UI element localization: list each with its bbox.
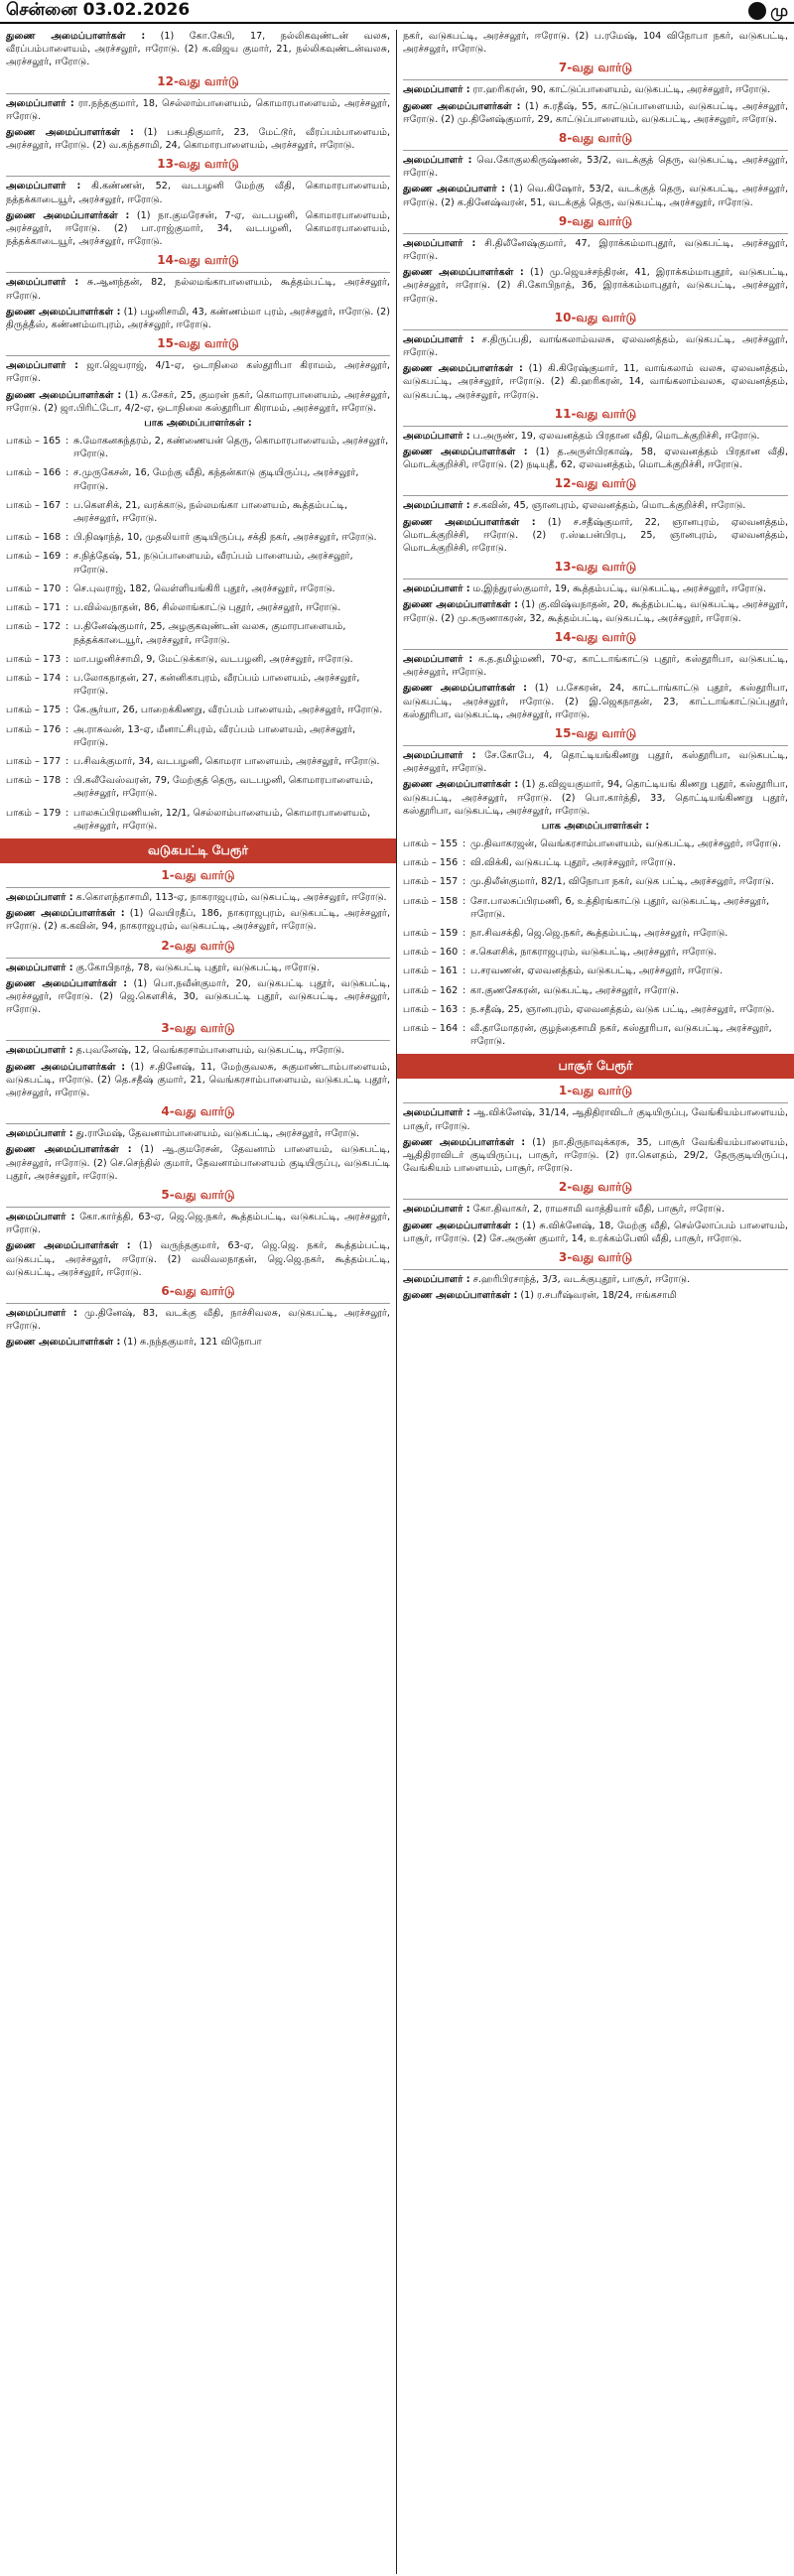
ward-heading: 13-வது வார்டு [554,560,637,575]
paragraph-text: (1) நா.திருநாவுக்கரசு, 35, பாசூர் வேங்கியம்பாளையம், ஆதிதிராவிடர் குடியிருப்பு, பாசூர், ஈரோடு. (2) ரா.கௌதம், 29/2, தேருகுடியிருப்பு, வேங்கியம் பாளையம், பாசூர், ஈரோடு. [403,1136,788,1175]
paragraph-text: (1) பசுபதிகுமார், 23, மேட்டூர், வீரப்பம்பாளையம், அரச்சலூர், ஈரோடு. (2) வ.கந்தசாமி, 24, கொமாரபாளையம், அரச்சலூர், ஈரோடு. [6,127,390,152]
booth-separator: : [463,984,466,996]
paragraph [403,333,788,359]
booth-number: பாகம் – 160 [403,947,459,959]
paragraph [6,209,390,249]
booth-number: பாகம் – 156 [403,857,459,869]
divider [403,150,788,151]
paragraph [6,180,390,205]
divider [6,1207,390,1208]
right-column [397,30,794,2574]
role-label: அமைப்பாளர் : [403,1204,470,1216]
paragraph [6,962,390,974]
role-label: துணை அமைப்பாளர்கள் : [403,599,519,611]
paragraph [403,237,788,263]
booth-number: பாகம் – 172 [6,621,62,633]
paragraph [403,100,788,126]
paragraph-text: (1) சு.நந்தகுமார், 121 விநோபா [120,1337,262,1349]
booth-text: ப.சிவக்குமார், 34, வடபழனி, கொமரா பாளையம், அரச்சலூர், ஈரோடு. [73,755,380,767]
ward-heading: 2-வது வார்டு [161,938,235,953]
ward-heading: 7-வது வார்டு [558,61,633,75]
booth-separator: : [66,653,69,665]
paragraph-text: வெ.கோகுலகிருஷ்ணன், 53/2, வடக்குத் தெரு, வடுகபட்டி, அரச்சலூர், ஈரோடு. [403,155,788,180]
booth-separator: : [463,837,466,849]
role-label: துணை அமைப்பாளர்கள் : [403,267,524,279]
paragraph-text: ம.இந்துரஸ்குமார், 19, கூத்தம்பட்டி, வடுகபட்டி, அரச்சலூர், ஈரோடு. [469,583,767,595]
role-label: அமைப்பாளர் : [6,181,81,193]
role-label: அமைப்பாளர் : [6,360,78,372]
paragraph [6,1211,390,1236]
paragraph [6,1239,390,1279]
role-label: துணை அமைப்பாளர்கள் : [6,1240,131,1252]
paragraph-text: ஜா.ஜெயராஜ், 4/1-ஏ, ஒடாநிலை கஸ்தூரிபா கிராமம், அரச்சலூர், ஈரோடு. [6,360,390,385]
paragraph-text: (1) வெயிரதீப், 186, நாகராஜபுரம், வடுகபட்டி, அரச்சலூர், ஈரோடு. (2) க.கவின், 94, நாகராஜபுரம், வடுகபட்டி, அரச்சலூர், ஈரோடு. [6,908,390,933]
role-label: துணை அமைப்பாளர்கள் : [403,1290,518,1302]
booth-text: ச.நித்தேஷ், 51, நடுப்பாளையம், வீரப்பம் பாளையம், அரச்சலூர், ஈரோடு. [73,551,353,576]
booth-separator: : [66,621,69,633]
paragraph [6,977,390,1017]
paragraph-text: (1) த.விஜயகுமார், 94, தொட்டியங் கிணறு புதூர், கஸ்தூரிபா, வடுகபட்டி, அரச்சலூர், ஈரோடு. (2) பொ.கார்த்தி, 33, தொட்டியங்கிணறு புதூர், கஸ்தூரிபா, வடுகபட்டி, அரச்சலூர், ஈரோடு. [403,779,788,817]
ward-heading: 14-வது வார்டு [554,629,637,644]
booth-separator: : [66,705,69,716]
role-label: துணை அமைப்பாளர்கள் : [403,363,523,375]
booth-separator: : [66,499,69,511]
role-label: துணை அமைப்பாளர் : [403,184,505,195]
booth-number: பாகம் – 161 [403,966,459,977]
role-label: துணை அமைப்பாளர்கள் : [403,447,528,458]
booth-row [6,531,390,544]
booth-separator: : [463,927,466,939]
booth-separator: : [463,895,466,907]
paragraph-text: (1) சு.விக்னேஷ், 18, மேற்கு வீதி, செல்லோப்பம் பாளையம், பாசூர், ஈரோடு. (2) சே.அருண் குமார், 14, உரக்கம்பேஸி வீதி, பாசூர், ஈரோடு. [403,1220,788,1244]
paragraph [6,1307,390,1333]
paragraph [6,30,390,69]
ward-heading: 1-வது வார்டு [161,867,235,882]
ward-heading: 2-வது வார்டு [558,1180,633,1195]
columns [0,24,794,2574]
paragraph-text: (1) ச.தினேஷ், 11, மேற்குவலசு, சுகுமாண்டாம்பாளையம், வடுகபட்டி, ஈரோடு. (2) தெ.சதீஷ் குமார், 21, வெங்கரசாம்பாளையம், வடுகபட்டி புதூர், அரச்சலூர், ஈரோடு. [6,1061,390,1098]
divider [6,355,390,356]
booth-text: மு.திலீன்குமார், 82/1, விநோபா நகர், வடுக பட்டி, அரச்சலூர், ஈரோடு. [470,876,774,888]
booth-text: ப.சரவணன், ஏலவனத்தம், வடுகபட்டி, அரச்சலூர், ஈரோடு. [470,966,724,977]
divider [403,329,788,330]
paragraph [403,682,788,721]
paragraph-text: சு.ஆனந்தன், 82, நல்லமங்காபாளையம், கூத்தம்பட்டி, அரச்சலூர், ஈரோடு. [6,277,390,302]
paragraph [403,1273,788,1286]
divider [403,426,788,427]
paragraph [6,1061,390,1100]
booth-separator: : [66,775,69,787]
role-label: துணை அமைப்பாளர்கள் : [6,1337,121,1349]
emblem-icon [748,2,766,20]
header-masthead-text: மு [770,0,788,20]
role-label: துணை அமைப்பாளர்கள் : [6,1061,126,1073]
divider [6,887,390,888]
booth-text: வீ.தாமோதரன், குழந்தைசாமி நகர், கஸ்தூரிபா, வடுகபட்டி, அரச்சலூர், ஈரோடு. [470,1022,772,1048]
paragraph [403,1136,788,1176]
role-label: அமைப்பாளர் : [6,277,79,289]
booth-row [403,1003,788,1016]
booth-text: மா.பழனிச்சாமி, 9, மேட்டுக்காடு, வடபழனி, அரச்சலூர், ஈரோடு. [73,653,353,665]
paragraph-text: கோ.திவாகர், 2, ராமசாமி வாத்தியார் வீதி, பாசூர், ஈரோடு. [469,1204,726,1216]
paragraph-text: கோ.கார்த்தி, 63-ஏ, ஜெ.ஜெ.நகர், கூத்தம்பட்டி, வடுகபட்டி, அரச்சலூர், ஈரோடு. [6,1211,390,1236]
paragraph-text: (1) ப.சேகரன், 24, காட்டாங்காட்டு புதூர், கஸ்தூரிபா, வடுகபட்டி, அரச்சலூர், ஈரோடு. (2) இ.ஜெகநாதன், 23, காட்டாங்காட்டுப்புதூர், கஸ்தூரிபா, வடுகபட்டி, அரச்சலூர், ஈரோடு. [403,683,788,720]
divider [6,272,390,273]
paragraph [403,499,788,512]
paragraph-text: (1) க.சேகர், 25, குமரன் நகர், கொமாரபாளையம், அரச்சலூர், ஈரோடு. (2) ஜா.பிரிட்டோ, 4/2-ஏ, ஒடாநிலை கஸ்தூரிபா கிராமம், அரச்சலூர், ஈரோடு. [6,389,390,414]
paragraph [403,598,788,624]
role-label: அமைப்பாளர் : [403,583,470,595]
role-label: அமைப்பாளர் : [403,1273,470,1285]
booth-number: பாகம் – 175 [6,705,62,716]
role-label: அமைப்பாளர் : [403,653,473,665]
section-banner: பாசூர் பேரூர் [397,1054,794,1079]
paragraph-text: ரா.ஹரிகரன், 90, காட்டுப்பாளையம், வடுகபட்டி, அரச்சலூர், ஈரோடு. [469,84,771,96]
paragraph [6,1127,390,1140]
booth-separator: : [66,467,69,479]
ward-heading: 14-வது வார்டு [157,253,239,268]
subsection-heading: பாக அமைப்பாளர்கள் : [144,418,252,430]
paragraph-text: கி.கண்ணன், 52, வடபழனி மேற்கு வீதி, கொமாரபாளையம், நத்தக்காடையூர், அரச்சலூர், ஈரோடு. [6,181,390,205]
role-label: துணை அமைப்பாளர்கள் : [6,908,125,920]
paragraph-text: ச.திருப்பதி, வாங்கலாம்வலசு, ஏலவனத்தம், வடுகபட்டி, அரச்சலூர், ஈரோடு. [403,333,788,359]
paragraph [403,749,788,775]
paragraph [6,97,390,123]
booth-row [6,466,390,492]
divider [403,649,788,650]
booth-row [403,946,788,959]
booth-row [403,1022,788,1048]
booth-row [6,601,390,614]
section-banner: வடுகபட்டி பேரூர் [0,838,396,863]
booth-separator: : [66,532,69,544]
paragraph [403,183,788,208]
paragraph [6,306,390,331]
paragraph-text: (1) கி.கிரேஷ்குமார், 11, வாங்கலாம் வலசு, ஏலவனத்தம், வடுகபட்டி, அரச்சலூர், ஈரோடு. (2) கி.ஹரிகரன், 14, வாங்கலாம்வலசு, ஏலவனத்தம், வடுகபட்டி, அரச்சலூர், ஈரோடு. [403,363,788,401]
booth-text: ச.கௌசிக், நாகராஜபுரம், வடுகபட்டி, அரச்சலூர், ஈரோடு. [470,947,718,959]
booth-number: பாகம் – 157 [403,876,459,888]
role-label: அமைப்பாளர் : [403,500,470,512]
role-label: துணை அமைப்பாளர்கள் : [6,1144,132,1156]
role-label: துணை அமைப்பாளர்கள் : [403,779,519,791]
booth-separator: : [463,1003,466,1015]
divider [403,1102,788,1103]
booth-text: பி.கலீவேஸ்வரன், 79, மேற்குத் தெரு, வடபழனி, கொமாரபாளையம், அரச்சலூர், ஈரோடு. [73,775,374,800]
booth-separator: : [463,876,466,888]
role-label: அமைப்பாளர் : [403,237,476,249]
paragraph-text: ச.கவின், 45, ஞானபுரம், ஏலவனத்தம், மொடக்குறிச்சி, ஈரோடு. [469,500,746,512]
booth-text: அ.ராசுவன், 13-ஏ, மீனாட்சிபுரம், வீரப்பம் பாளையம், அரச்சலூர், ஈரோடு. [73,723,356,748]
role-label: துணை அமைப்பாளர்கள் : [6,977,128,989]
booth-number: பாகம் – 168 [6,532,62,544]
role-label: அமைப்பாளர் : [403,749,476,761]
booth-number: பாகம் – 174 [6,672,62,684]
header-date: சென்னை 03.02.2026 [6,0,191,20]
role-label: துணை அமைப்பாளர்கள் : [403,1136,526,1148]
paragraph-text: (1) ர.சபரீஷ்வரன், 18/24, ஈங்கசாமி [517,1290,677,1302]
ward-heading: 12-வது வார்டு [157,73,239,88]
paragraph-text: (1) பழனிசாமி, 43, கண்ணம்மா புரம், அரச்சலூர், ஈரோடு. (2) திருத்தீஸ், கண்ணம்மாபுரம், அரச்சலூர், ஈரோடு. [6,306,390,331]
paragraph [403,154,788,180]
divider [6,1040,390,1041]
booth-number: பாகம் – 166 [6,467,62,479]
booth-separator: : [463,966,466,977]
booth-text: சு.மோகனசுந்தரம், 2, கண்ணையன் தெரு, கொமாரபாளையம், அரச்சலூர், ஈரோடு. [73,436,389,460]
paragraph-text: (1) மு.ஜெயச்சந்திரன், 41, இராக்கம்மாபுதூர், வடுகபட்டி, அரச்சலூர், ஈரோடு. (2) சி.கோபிநாத், 36, இராக்கம்மாபுதூர், வடுகபட்டி, அரச்சலூர், ஈரோடு. [403,267,788,305]
booth-row [6,672,390,698]
ward-heading: 10-வது வார்டு [554,310,637,324]
paragraph-text: (1) ஆ.குமரேசன், தேவனாம் பாளையம், வடுகபட்டி, அரச்சலூர், ஈரோடு. (2) செ.செந்தில் குமார், தேவனாம்பாளையம் குடியிருப்பு, வடுகபட்டி புதூர், அரச்சலூர், ஈரோடு. [6,1144,390,1182]
paragraph-text: (1) ச.சதீஷ்குமார், 22, ஞானபுரம், ஏலவனத்தம், மொடக்குறிச்சி, ஈரோடு. (2) ர.ஸ்டீபன்பிரபு, 25, ஞானபுரம், ஏலவனத்தம், மொடக்குறிச்சி, ஈரோடு. [403,516,789,555]
booth-row [6,435,390,460]
header-masthead [748,1,788,22]
booth-text: ப.கௌசிக், 21, வரக்காடு, நல்லமங்கா பாளையம், கூத்தம்பட்டி, அரச்சலூர், ஈரோடு. [73,499,348,525]
role-label: அமைப்பாளர் : [6,1308,77,1319]
ward-heading: 5-வது வார்டு [161,1187,235,1202]
divider [403,233,788,234]
paragraph [403,778,788,818]
paragraph [403,516,788,556]
booth-text: வி.விக்கி, வடுகபட்டி புதூர், அரச்சலூர், ஈரோடு. [470,857,676,869]
booth-separator: : [463,857,466,869]
ward-heading: 6-வது வார்டு [161,1284,235,1298]
paragraph-text: மு.தினேஷ், 83, வடக்கு வீதி, நாச்சிவலசு, வடுகபட்டி, அரச்சலூர், ஈரோடு. [6,1308,390,1333]
booth-number: பாகம் – 158 [403,895,459,907]
booth-row [403,927,788,940]
paragraph [6,891,390,904]
booth-row [403,984,788,997]
booth-text: ப.வில்வநாதன், 86, சில்லாங்காட்டு புதூர், அரச்சலூர், ஈரோடு. [73,602,341,614]
booth-number: பாகம் – 162 [403,984,459,996]
booth-row [403,965,788,977]
booth-number: பாகம் – 178 [6,775,62,787]
paragraph-text: க.கொளந்தாசாமி, 113-ஏ, நாகராஜபுரம், வடுகபட்டி, அரச்சலூர், ஈரோடு. [72,891,387,903]
booth-separator: : [463,1022,466,1034]
booth-row [6,704,390,716]
role-label: அமைப்பாளர் : [403,84,470,96]
booth-separator: : [66,551,69,563]
paragraph [6,907,390,933]
role-label: அமைப்பாளர் : [6,1211,75,1223]
booth-row [6,755,390,768]
booth-row [6,550,390,576]
booth-number: பாகம் – 159 [403,927,459,939]
paragraph-text: ப.அருண், 19, ஏலவனத்தம் பிரதான வீதி, மொடக்குறிச்சி, ஈரோடு. [469,430,760,442]
booth-row [403,875,788,888]
ward-heading: 9-வது வார்டு [558,213,633,228]
paragraph-text: ஆ.விக்னேஷ், 31/14, ஆதிதிராவிடர் குடியிருப்பு, வேங்கியம்பாளையம், பாசூர், ஈரோடு. [403,1107,788,1132]
role-label: அமைப்பாளர் : [6,97,74,109]
ward-heading: 3-வது வார்டு [558,1249,633,1264]
booth-number: பாகம் – 170 [6,582,62,594]
role-label: துணை அமைப்பாளர்கள் : [6,389,122,401]
paragraph-text: (1) த.அருள்பிரகாஷ், 58, ஏலவனத்தம் பிரதான வீதி, மொடக்குறிச்சி, ஈரோடு. (2) நடியுதீ, 62, ஏலவனத்தம், மொடக்குறிச்சி, ஈரோடு. [403,447,788,471]
booth-separator: : [66,582,69,594]
ward-heading: 3-வது வார்டு [161,1021,235,1036]
role-label: துணை அமைப்பாளர்கள் : [6,127,134,139]
booth-text: ப.லோகநாதன், 27, கன்னிகாபுரம், வீரப்பம் பாளையம், அரச்சலூர், ஈரோடு. [73,672,360,698]
paragraph-text: கு.கோபிநாத், 78, வடுகபட்டி புதூர், வடுகபட்டி, ஈரோடு. [72,962,320,973]
booth-number: பாகம் – 179 [6,807,62,819]
booth-text: நா.சிவசக்தி, ஜெ.ஜெ.நகர், கூத்தம்பட்டி, அரச்சலூர், ஈரோடு. [470,927,728,939]
paragraph [6,1044,390,1057]
booth-text: ந.சதீஷ், 25, ஞானபுரம், ஏலவனத்தம், வடுக பட்டி, அரச்சலூர், ஈரோடு. [470,1003,775,1015]
divider [403,495,788,496]
ward-heading: 15-வது வார்டு [554,725,637,740]
role-label: அமைப்பாளர் : [6,962,73,973]
booth-text: பி.நிஷாந்த், 10, முதலியார் குடியிருப்பு, சக்தி நகர், அரச்சலூர், ஈரோடு. [73,532,377,544]
paragraph [403,582,788,595]
role-label: அமைப்பாளர் : [6,1045,73,1057]
paragraph-text: சே.கோபே, 4, தொட்டியங்கிணறு புதூர், கஸ்தூரிபா, வடுகபட்டி, அரச்சலூர், ஈரோடு. [403,749,788,775]
ward-heading: 11-வது வார்டு [554,406,637,421]
paragraph [6,389,390,415]
booth-row [6,620,390,646]
paragraph [403,446,788,471]
paragraph [403,1220,788,1245]
paragraph-text: (1) கோ.கேபி, 17, நல்லிகவுண்டன் வலசு, வீரப்பம்பாளையம், அரச்சலூர், ஈரோடு. (2) க.விஜய குமார், 21, நல்லிகவுண்டன்வலசு, அரச்சலூர், ஈரோடு. [6,31,390,68]
divider [403,79,788,80]
role-label: துணை அமைப்பாளர்கள் : [6,31,146,42]
booth-number: பாகம் – 165 [6,436,62,448]
ward-heading: 4-வது வார்டு [161,1104,235,1119]
role-label: துணை அமைப்பாளர்கள் : [6,306,121,318]
divider [6,1303,390,1304]
paragraph-text: (1) வெ.கிஷோர், 53/2, வடக்குத் தெரு, வடுகபட்டி, அரச்சலூர், ஈரோடு. (2) க.தினேஷ்வரன், 51, வடக்குத் தெரு, வடுகபட்டி, அரச்சலூர், ஈரோடு. [403,184,788,208]
paragraph [403,1289,788,1302]
paragraph [403,653,788,679]
role-label: அமைப்பாளர் : [403,1107,470,1119]
divider [403,1269,788,1270]
booth-separator: : [66,436,69,448]
ward-heading: 15-வது வார்டு [157,336,239,351]
booth-number: பாகம் – 164 [403,1022,459,1034]
paragraph-text: ச.ஹரிபிரசாந்த், 3/3, வடக்குபுதூர், பாசூர், ஈரோடு. [469,1273,691,1285]
booth-text: கா.குணசேகரன், வடுகபட்டி, அரச்சலூர், ஈரோடு. [470,984,680,996]
paragraph [403,266,788,306]
booth-text: சோ.பாலசுப்பிரமணி, 6, உத்திரங்காட்டு புதூர், வடுகபட்டி, அரச்சலூர், ஈரோடு. [470,895,770,920]
paragraph [6,1143,390,1183]
booth-text: பாலசுப்பிரமணியன், 12/1, செல்லாம்பாளையம், கொமாரபாளையம், அரச்சலூர், ஈரோடு. [73,807,371,832]
ward-heading: 12-வது வார்டு [554,476,637,491]
role-label: அமைப்பாளர் : [403,430,470,442]
paragraph-text: (1) சு.ரதீஷ், 55, காட்டுப்பாளையம், வடுகபட்டி, அரச்சலூர், ஈரோடு. (2) மு.தினேஷ்குமார், 29, காட்டுப்பாளையம், வடுகபட்டி, அரச்சலூர், ஈரோடு. [403,100,788,125]
role-label: துணை அமைப்பாளர்கள் : [6,209,130,221]
paragraph [403,430,788,443]
paragraph [6,359,390,385]
paragraph [403,83,788,96]
ward-heading: 13-வது வார்டு [157,157,239,172]
booth-row [6,499,390,525]
paragraph [403,30,788,56]
paragraph-text: த.புவனேஷ், 12, வெங்கரசாம்பாளையம், வடுகபட்டி, ஈரோடு. [72,1045,345,1057]
booth-row [403,856,788,869]
booth-separator: : [66,602,69,614]
paragraph [403,362,788,402]
booth-row [403,837,788,850]
booth-text: ச.முருகேசன், 16, மேற்கு வீதி, கந்தன்காடு குடியிருப்பு, அரச்சலூர், ஈரோடு. [73,467,359,492]
paragraph-text: க.த.தமிழ்மணி, 70-ஏ, காட்டாங்காட்டு புதூர், கஸ்தூரிபா, வடுகபட்டி, அரச்சலூர், ஈரோடு. [403,653,788,679]
ward-heading: 8-வது வார்டு [558,131,633,146]
paragraph-text: நகர், வடுகபட்டி, அரச்சலூர், ஈரோடு. (2) ப.ரமேஷ், 104 விநோபா நகர், வடுகபட்டி, அரச்சலூர், ஈரோடு. [403,31,788,56]
booth-separator: : [66,807,69,819]
booth-separator: : [66,672,69,684]
booth-row [6,723,390,749]
booth-row [6,653,390,666]
role-label: துணை அமைப்பாளர்கள் : [403,1220,519,1231]
paragraph [6,276,390,302]
divider [6,1123,390,1124]
booth-number: பாகம் – 173 [6,653,62,665]
booth-text: செ.புவராஜ், 182, வெள்ளியங்கிரி புதூர், அரச்சலூர், ஈரோடு. [73,582,335,594]
paragraph-text: சி.திலீனேஷ்குமார், 47, இராக்கம்மாபுதூர், வடுகபட்டி, அரச்சலூர், ஈரோடு. [403,237,788,263]
role-label: அமைப்பாளர் : [403,333,474,345]
booth-number: பாகம் – 155 [403,837,459,849]
booth-number: பாகம் – 171 [6,602,62,614]
booth-separator: : [66,755,69,767]
role-label: துணை அமைப்பாளர்கள் : [403,683,527,695]
booth-number: பாகம் – 167 [6,499,62,511]
paragraph-text: (1) நா.குமரேசன், 7-ஏ, வடபழனி, கொமாரபாளையம், அரச்சலூர், ஈரோடு. (2) பா.ராஜ்குமார், 34, வடபழனி, கொமாரபாளையம், நத்தக்காடையூர், அரச்சலூர், ஈரோடு. [6,209,390,248]
role-label: அமைப்பாளர் : [6,1128,73,1140]
role-label: அமைப்பாளர் : [403,155,472,167]
divider [6,958,390,959]
divider [6,93,390,94]
paragraph [403,1203,788,1216]
paragraph [6,126,390,152]
paragraph-text: (1) கு.விஷ்வநாதன், 20, கூத்தம்பட்டி, வடுகபட்டி, அரச்சலூர், ஈரோடு. (2) மு.சுருணாகரன், 32, கூத்தம்பட்டி, வடுகபட்டி, அரச்சலூர், ஈரோடு. [403,599,788,624]
booth-number: பாகம் – 177 [6,755,62,767]
divider [403,745,788,746]
page-header [0,0,794,24]
booth-row [6,582,390,595]
role-label: துணை அமைப்பாளர்கள் : [403,516,536,528]
booth-number: பாகம் – 163 [403,1003,459,1015]
left-column [0,30,397,2574]
paragraph-text: ரா.நந்தகுமார், 18, செல்லாம்பாளையம், கொமாரபாளையம், அரச்சலூர், ஈரோடு. [6,97,390,122]
booth-number: பாகம் – 169 [6,551,62,563]
booth-row [403,895,788,921]
paragraph-text: து.ராமேஷ், தேவனாம்பாளையம், வடுகபட்டி, அரச்சலூர், ஈரோடு. [72,1128,360,1140]
booth-row [6,774,390,800]
paragraph-text: (1) பொ.நவீன்குமார், 20, வடுகபட்டி புதூர், வடுகபட்டி, அரச்சலூர், ஈரோடு. (2) ஜெ.கௌசிக், 30, வடுகபட்டி புதூர், வடுகபட்டி, அரச்சலூர், ஈரோடு. [6,977,390,1016]
paragraph [403,1106,788,1132]
booth-number: பாகம் – 176 [6,723,62,735]
divider [403,579,788,580]
subsection-heading: பாக அமைப்பாளர்கள் : [541,820,650,832]
booth-separator: : [66,723,69,735]
booth-text: ப.தினேஷ்குமார், 25, அழகுகவுண்டன் வலசு, குமாரபாளையம், நத்தக்காடையூர், அரச்சலூர், ஈரோடு. [73,621,346,646]
booth-separator: : [463,947,466,959]
divider [403,1199,788,1200]
role-label: துணை அமைப்பாளர்கள் : [403,100,521,112]
booth-text: மு.திவாகரஜன், வெங்கரசாம்பாளையம், வடுகபட்டி, அரச்சலூர், ஈரோடு. [470,837,782,849]
role-label: அமைப்பாளர் : [6,891,73,903]
booth-text: கே.சூர்யா, 26, பாறைக்கிணறு, வீரப்பம் பாளையம், அரச்சலூர், ஈரோடு. [73,705,383,716]
divider [6,176,390,177]
paragraph-text: (1) வருந்தகுமார், 63-ஏ, ஜெ.ஜெ. நகர், கூத்தம்பட்டி, வடுகபட்டி, அரச்சலூர், ஈரோடு. (2) வலிவலநாதன், ஜெ.ஜெ.நகர், கூத்தம்பட்டி, வடுகபட்டி, அரச்சலூர், ஈரோடு. [6,1240,390,1278]
booth-row [6,807,390,833]
ward-heading: 1-வது வார்டு [558,1084,633,1098]
paragraph [6,1336,390,1349]
